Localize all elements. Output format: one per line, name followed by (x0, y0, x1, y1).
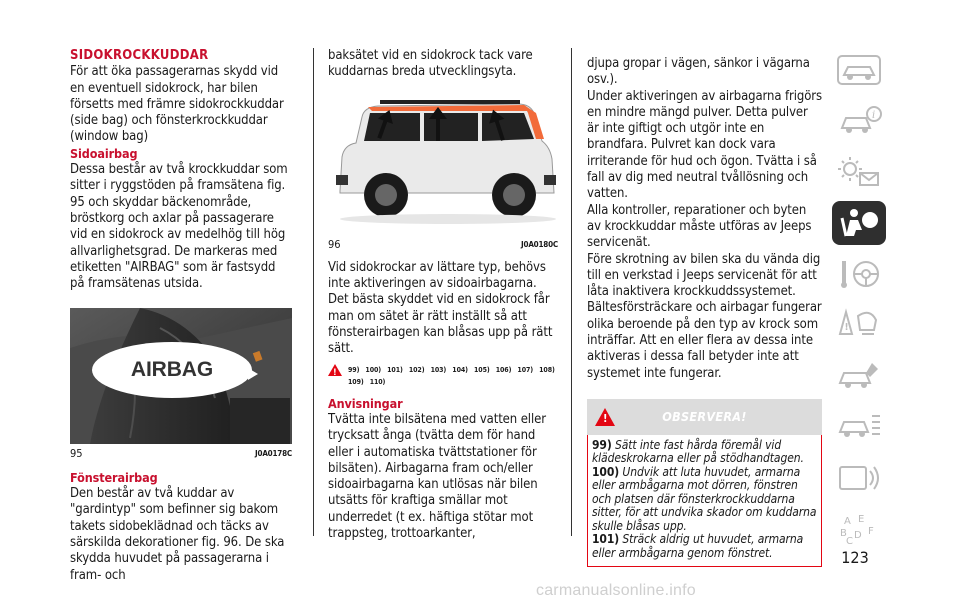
steering-wrench-icon[interactable] (832, 252, 886, 296)
figure-code: J0A0180C (521, 239, 558, 249)
airbag-callout: AIRBAG (92, 342, 252, 398)
svg-text:C: C (846, 536, 853, 546)
sidoairbag-paragraph: Dessa består av två krockkuddar som sitter i ryggstöden på framsätena fig. 95 och skyddar bäckenområde, bröstkorg och axlar på passagerare vid en sidokrock av medelhög till hög allvarlighetsgrad. De markeras med etiketten "AIRBAG" som är fastsydd på framsätenas utsida. (70, 162, 288, 292)
seat-airbag-figure (70, 308, 292, 444)
svg-text:A: A (844, 516, 851, 527)
column-divider (313, 48, 314, 536)
car-wrench-icon[interactable] (832, 354, 886, 398)
intro-paragraph: För att öka passagerarnas skydd vid en eventuell sidokrock, har bilen försetts med främre sidokrockkuddar (side bag) och fönsterkrockkuddar (window bag) (70, 64, 284, 145)
car-dashboard-icon[interactable] (832, 48, 886, 92)
subheading-fonsterairbag: Fönsterairbag (70, 469, 158, 485)
svg-text:!: ! (844, 322, 849, 333)
col3-text-4: Före skrotning av bilen ska du vända dig till en verkstad i Jeeps servicenät för att låta inaktivera krockkuddssystemet. (587, 251, 821, 300)
svg-text:D: D (854, 530, 862, 541)
car-spec-icon[interactable] (832, 405, 886, 449)
fonsterairbag-paragraph: Den består av två kuddar av "gardintyp" som befinner sig bakom takets sidobeklädnad och täcks av särskilda dekorationer fig. 96. De ska skydda huvudet på passagerarna i fram- och (70, 486, 285, 583)
column-divider (571, 48, 572, 536)
col3-text-1: djupa gropar i vägen, sänkor i vägarna osv.). (587, 56, 810, 88)
note-box (587, 435, 822, 568)
section-heading: SIDOKROCKKUDDAR (70, 48, 209, 63)
col2-text-1: baksätet vid en sidokrock tack vare kuddarnas breda utvecklingsyta. (328, 48, 533, 80)
svg-text:i: i (872, 110, 876, 121)
col2-text-2: Vid sidokrockar av lättare typ, behövs inte aktiveringen av sidoairbagarna. Det bästa skyddet vid en sidokrock får man om sätet är rätt inställt så att fönsterairbagen kan blåsas upp på rätt sätt. (328, 259, 553, 357)
airbag-seat-icon[interactable] (832, 201, 886, 245)
col3-text-2: Under aktiveringen av airbagarna frigörs en mindre mängd pulver. Detta pulver är inte giftigt och utgör inte en brandfara. Pulvret kan dock vara irriterande för hud och ögon. Tvätta i så fall av dig med neutral tvållösning och vatten. (587, 88, 822, 202)
column-3 (587, 56, 822, 567)
car-info-icon[interactable] (832, 99, 886, 143)
car-window-airbag-figure (328, 95, 558, 235)
figure-96-caption (328, 237, 558, 253)
note-item: 100) Undvik att luta huvudet, armarna eller armbågarna mot dörren, fönstren och platsen där fönsterkrockkuddarna sitter, för att undvika skador om kuddarna skulle blåsas upp. (592, 464, 817, 533)
note-title: OBSERVERA! (662, 408, 747, 424)
svg-text:E: E (858, 514, 865, 525)
warning-triangle-icon: ! (328, 364, 342, 376)
col2-text-3: Tvätta inte bilsätena med vatten eller trycksatt ånga (tvätta dem för hand eller i automatiska tvättstationer för bilsäten). Airbagarna fram och/eller sidoairbagarna kan utlösas när bilen utsätts för kraftiga smällar mot underredet (t ex. häftiga stötar mot trappsteg, trottoarkanter, (328, 411, 546, 542)
figure-number: 95 (70, 447, 83, 461)
watermark: carmanualsonline.info (536, 582, 696, 599)
col3-text-5: Bältesförsträckare och airbagar fungerar olika beroende på den typ av krock som inträffar. Att en eller flera av dessa inte aktiveras i dessa fall betyder inte att systemet inte fungerar. (587, 300, 822, 381)
warning-references (328, 364, 558, 388)
column-1 (70, 48, 292, 584)
col3-text-3: Alla kontroller, reparationer och byten av krockkuddar måste utföras av Jeeps servicenät. (587, 202, 812, 251)
figure-code: J0A0178C (255, 449, 292, 459)
index-letters-icon[interactable] (832, 507, 886, 551)
column-2 (328, 48, 558, 542)
car-illustration (328, 95, 558, 235)
sun-mail-icon[interactable] (832, 150, 886, 194)
warning-triangle-icon: ! (595, 408, 615, 426)
svg-text:F: F (868, 526, 874, 537)
figure-number: 96 (328, 237, 341, 251)
multimedia-icon[interactable] (832, 456, 886, 500)
note-item: 99) Sätt inte fast hårda föremål vid klädeskrokarna eller på stödhandtagen. (592, 437, 804, 466)
note-header (587, 399, 822, 435)
subheading-anvisningar: Anvisningar (328, 395, 403, 411)
page-number: 123 (841, 548, 869, 567)
figure-95-caption (70, 446, 292, 462)
callout-pointer (248, 368, 258, 380)
warning-light-icon[interactable] (832, 303, 886, 347)
reference-numbers: 99) 100) 101) 102) 103) 104) 105) 106) 107) 108) 109) 110) (348, 365, 555, 386)
chapter-sidebar (832, 48, 886, 558)
note-item: 101) Sträck aldrig ut huvudet, armarna eller armbågarna genom fönstret. (592, 532, 804, 560)
subheading-sidoairbag: Sidoairbag (70, 145, 138, 161)
svg-text:B: B (840, 528, 847, 539)
